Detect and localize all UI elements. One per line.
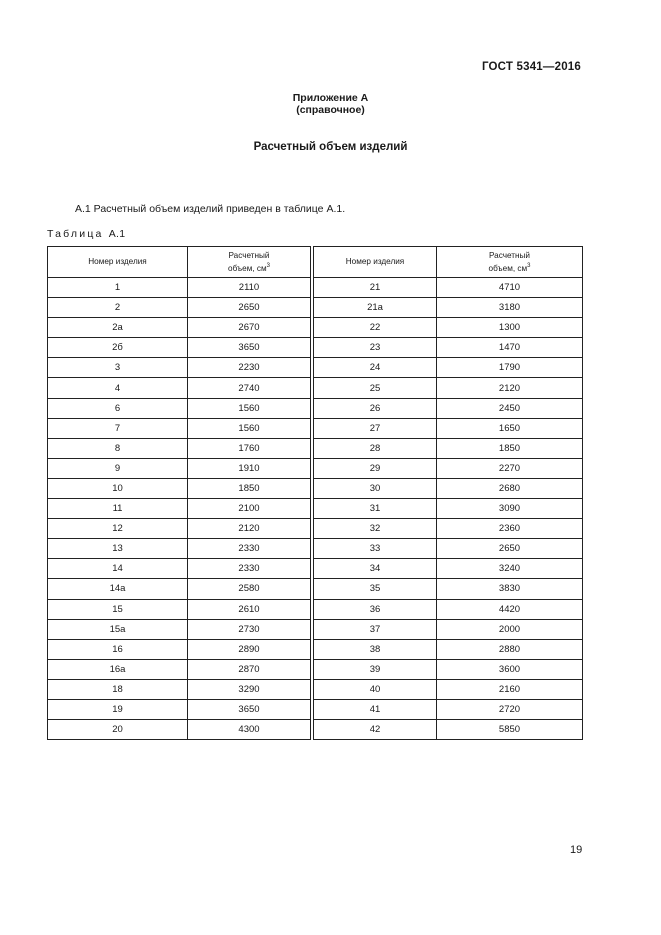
table-row (48, 699, 583, 719)
table-row (48, 318, 583, 338)
cell-volume-right: 5850 (437, 720, 583, 740)
cell-volume-right: 2450 (437, 398, 583, 418)
cell-number-left: 12 (48, 519, 188, 539)
table-body (48, 278, 583, 740)
table-caption-word: Таблица (47, 228, 104, 240)
cell-number-right: 35 (314, 579, 437, 599)
cell-volume-left: 2870 (188, 659, 311, 679)
cell-number-left: 1 (48, 278, 188, 298)
cell-volume-left: 1560 (188, 418, 311, 438)
cell-number-left: 13 (48, 539, 188, 559)
cell-number-left: 3 (48, 358, 188, 378)
cell-volume-right: 2360 (437, 519, 583, 539)
cell-volume-left: 2730 (188, 619, 311, 639)
cell-volume-right: 3090 (437, 499, 583, 519)
table-row (48, 458, 583, 478)
table-row (48, 478, 583, 498)
table-row (48, 659, 583, 679)
paragraph: А.1 Расчетный объем изделий приведен в таблице А.1. (75, 203, 346, 215)
cell-volume-left: 1850 (188, 478, 311, 498)
table-row (48, 278, 583, 298)
cell-number-right: 25 (314, 378, 437, 398)
cell-number-right: 27 (314, 418, 437, 438)
table-row (48, 438, 583, 458)
cell-number-right: 28 (314, 438, 437, 458)
col-header-volume-line2: объем, см (488, 263, 528, 273)
table-row (48, 639, 583, 659)
table-row (48, 298, 583, 318)
table-row (48, 679, 583, 699)
cell-number-right: 37 (314, 619, 437, 639)
cell-number-left: 15а (48, 619, 188, 639)
cell-volume-left: 3650 (188, 338, 311, 358)
table-row (48, 559, 583, 579)
table-row (48, 338, 583, 358)
cell-number-left: 16 (48, 639, 188, 659)
table-row (48, 358, 583, 378)
table-row (48, 519, 583, 539)
cell-volume-right: 3240 (437, 559, 583, 579)
cell-volume-right: 1300 (437, 318, 583, 338)
cell-volume-left: 2670 (188, 318, 311, 338)
cell-volume-right: 2270 (437, 458, 583, 478)
cell-volume-right: 2160 (437, 679, 583, 699)
cell-number-left: 7 (48, 418, 188, 438)
cell-volume-left: 4300 (188, 720, 311, 740)
cell-volume-left: 2230 (188, 358, 311, 378)
cell-number-right: 26 (314, 398, 437, 418)
cell-number-left: 14а (48, 579, 188, 599)
cell-number-right: 34 (314, 559, 437, 579)
cell-volume-left: 2650 (188, 298, 311, 318)
table-row (48, 378, 583, 398)
cell-volume-left: 3290 (188, 679, 311, 699)
page-number: 19 (570, 844, 583, 856)
cell-volume-left: 2120 (188, 519, 311, 539)
cell-number-right: 40 (314, 679, 437, 699)
cell-number-right: 31 (314, 499, 437, 519)
cell-volume-right: 2650 (437, 539, 583, 559)
table-caption (47, 228, 125, 240)
cell-volume-left: 1560 (188, 398, 311, 418)
cell-volume-right: 2680 (437, 478, 583, 498)
cell-number-left: 18 (48, 679, 188, 699)
cell-number-left: 4 (48, 378, 188, 398)
cell-number-right: 23 (314, 338, 437, 358)
col-header-volume-left (188, 247, 311, 278)
appendix-subtitle: (справочное) (296, 104, 365, 116)
table-row (48, 579, 583, 599)
table-row (48, 599, 583, 619)
cell-number-left: 2а (48, 318, 188, 338)
table-row (48, 539, 583, 559)
cell-number-right: 30 (314, 478, 437, 498)
cell-volume-right: 1470 (437, 338, 583, 358)
cell-volume-left: 2740 (188, 378, 311, 398)
cell-number-right: 32 (314, 519, 437, 539)
cell-number-left: 10 (48, 478, 188, 498)
table-row (48, 619, 583, 639)
col-header-number-right: Номер изделия (314, 247, 437, 278)
cell-number-right: 33 (314, 539, 437, 559)
cell-number-left: 2б (48, 338, 188, 358)
table-caption-number: А.1 (108, 228, 126, 240)
cell-number-right: 21 (314, 278, 437, 298)
cell-volume-left: 2330 (188, 539, 311, 559)
cell-volume-left: 2110 (188, 278, 311, 298)
cell-number-left: 6 (48, 398, 188, 418)
cell-volume-right: 1850 (437, 438, 583, 458)
standard-designation: ГОСТ 5341—2016 (481, 61, 581, 73)
cell-number-left: 9 (48, 458, 188, 478)
cell-volume-left: 1760 (188, 438, 311, 458)
col-header-number-left: Номер изделия (48, 247, 188, 278)
cell-volume-right: 3180 (437, 298, 583, 318)
cell-number-left: 15 (48, 599, 188, 619)
cell-volume-left: 2330 (188, 559, 311, 579)
cell-number-left: 11 (48, 499, 188, 519)
cell-volume-left: 2100 (188, 499, 311, 519)
col-header-volume-sup: 3 (266, 262, 270, 269)
cell-volume-left: 1910 (188, 458, 311, 478)
cell-volume-right: 4420 (437, 599, 583, 619)
table-header-row (48, 247, 583, 278)
col-header-volume-line1: Расчетный (228, 250, 270, 260)
cell-number-right: 24 (314, 358, 437, 378)
cell-number-right: 21а (314, 298, 437, 318)
table-row (48, 499, 583, 519)
cell-number-right: 41 (314, 699, 437, 719)
col-header-volume-line2: объем, см (228, 263, 267, 273)
table-row (48, 720, 583, 740)
cell-number-left: 2 (48, 298, 188, 318)
cell-number-left: 14 (48, 559, 188, 579)
cell-number-right: 39 (314, 659, 437, 679)
cell-volume-right: 3830 (437, 579, 583, 599)
cell-volume-right: 2120 (437, 378, 583, 398)
cell-number-right: 29 (314, 458, 437, 478)
cell-number-right: 38 (314, 639, 437, 659)
cell-volume-left: 2890 (188, 639, 311, 659)
cell-number-right: 36 (314, 599, 437, 619)
cell-volume-right: 1650 (437, 418, 583, 438)
cell-volume-right: 2000 (437, 619, 583, 639)
cell-volume-left: 2580 (188, 579, 311, 599)
cell-number-left: 19 (48, 699, 188, 719)
cell-volume-right: 3600 (437, 659, 583, 679)
cell-number-left: 20 (48, 720, 188, 740)
appendix-title: Приложение А (292, 92, 369, 104)
col-header-volume-line1: Расчетный (488, 250, 531, 260)
cell-number-right: 42 (314, 720, 437, 740)
cell-number-right: 22 (314, 318, 437, 338)
cell-volume-right: 2880 (437, 639, 583, 659)
section-title: Расчетный объем изделий (253, 141, 408, 153)
col-header-volume-sup: 3 (527, 262, 531, 269)
cell-volume-right: 4710 (437, 278, 583, 298)
col-header-volume-right (437, 247, 583, 278)
cell-volume-left: 2610 (188, 599, 311, 619)
cell-volume-right: 1790 (437, 358, 583, 378)
cell-volume-right: 2720 (437, 699, 583, 719)
table-row (48, 418, 583, 438)
cell-number-left: 8 (48, 438, 188, 458)
cell-number-left: 16а (48, 659, 188, 679)
table-row (48, 398, 583, 418)
volume-table (47, 246, 583, 740)
cell-volume-left: 3650 (188, 699, 311, 719)
